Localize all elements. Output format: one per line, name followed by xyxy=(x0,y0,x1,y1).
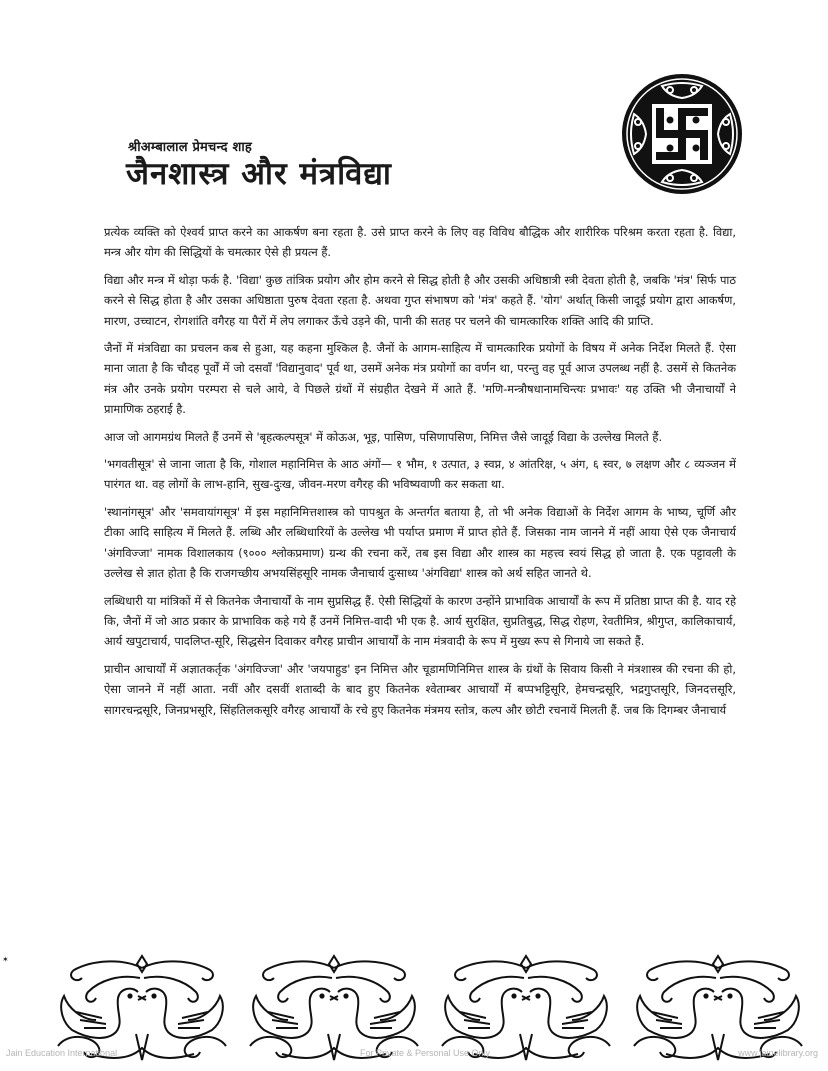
author-name: श्रीअम्बालाल प्रेमचन्द शाह xyxy=(128,140,253,155)
paragraph: जैनों में मंत्रविद्या का प्रचलन कब से हुआ, यह कहना मुश्किल है. जैनों के आगम-साहित्य में चामत्कारिक प्रयोगों के विषय में अनेक निर्देश मिलते हैं. ऐसा माना जाता है कि चौदह पूर्वों में जो दसवाँ 'विद्यानुवाद' पूर्व था, उसमें अनेक मंत्र प्रयोगों का वर्णन था, परन्तु वह पूर्व आज उपलब्ध नहीं है. उसमें से कितनेक मंत्र और उनके प्रयोग परम्परा से चले आये, वे पिछले ग्रंथों में संग्रहीत देखने में आते हैं. 'मणि-मन्त्रौषधानामचिन्त्यः प्रभावः' यह उक्ति भी जैनाचार्यों ने प्रामाणिक ठहराई है. xyxy=(104,341,736,417)
article-body xyxy=(104,222,736,727)
margin-mark: ✶ xyxy=(2,955,9,964)
paragraph: विद्या और मन्त्र में थोड़ा फर्क है. 'विद्या' कुछ तांत्रिक प्रयोग और होम करने से सिद्ध होती है और उसकी अधिष्ठात्री स्त्री देवता होती है, जबकि 'मंत्र' सिर्फ पाठ करने से सिद्ध होता है और उसका अधिष्ठाता पुरुष देवता रहता है. अथवा गुप्त संभाषण को 'मंत्र' कहते हैं. 'योग' अर्थात् किसी जादूई प्रयोग द्वारा आकर्षण, मारण, उच्चाटन, रोगशांति वगैरह या पैरों में लेप लगाकर ऊँचे उड़ने की, पानी की सतह पर चलने की चामत्कारिक शक्ति आदि की प्राप्ति. xyxy=(104,272,736,328)
paragraph: प्रत्येक व्यक्ति को ऐश्वर्य प्राप्त करने का आकर्षण बना रहता है. उसे प्राप्त करने के लिए वह विविध बौद्धिक और शारीरिक परिश्रम करता रहता है. विद्या, मन्त्र और योग की सिद्धियों के चमत्कार ऐसे ही प्रयत्न हैं. xyxy=(104,225,736,260)
watermark-publisher: Jain Education International xyxy=(6,1048,118,1058)
article-title: जैनशास्त्र और मंत्रविद्या xyxy=(126,156,392,192)
paragraph: 'भगवतीसूत्र' से जाना जाता है कि, गोशाल महानिमित्त के आठ अंगों— १ भौम, १ उत्पात, ३ स्वप्न, ४ आंतरिक्ष, ५ अंग, ६ स्वर, ७ लक्षण और ८ व्यञ्जन में पारंगत था. वह लोगों के लाभ-हानि, सुख-दुःख, जीवन-मरण वगैरह की भविष्यवाणी कर सकता था. xyxy=(104,457,736,492)
watermark-website: www.jainelibrary.org xyxy=(738,1048,818,1058)
jain-emblem-medallion xyxy=(620,72,744,196)
paragraph: प्राचीन आचार्यों में अज्ञातकर्तृक 'अंगविज्जा' और 'जयपाहुड' इन निमित्त और चूडामणिनिमित्त शास्त्र के ग्रंथों के सिवाय किसी ने मंत्रशास्त्र की रचना की हो, ऐसा जानने में नहीं आता. नवीं और दसवीं शताब्दी के बाद हुए कितनेक श्वेताम्बर आचार्यों में बप्पभट्टिसूरि, हेमचन्द्रसूरि, भद्रगुप्तसूरि, जिनदत्तसूरि, सागरचन्द्रसूरि, जिनप्रभसूरि, सिंहतिलकसूरि वगैरह आचार्यों के रचे हुए कितनेक मंत्रमय स्तोत्र, कल्प और छोटी रचनायें मिलती हैं. जब कि दिगम्बर जैनाचार्य xyxy=(104,661,736,717)
paragraph: 'स्थानांगसूत्र' और 'समवायांगसूत्र' में इस महानिमित्तशास्त्र को पापश्रुत के अन्तर्गत बताया है, तो भी अनेक विद्याओं के निर्देश आगम के भाष्य, चूर्णि और टीका आदि साहित्य में मिलते हैं. लब्धि और लब्धिधारियों के उल्लेख भी पर्याप्त प्रमाण में प्राप्त होते हैं. जिसका नाम जानने में नहीं आया ऐसे एक जैनाचार्य 'अंगविज्जा' नामक विशालकाय (९००० श्लोकप्रमाण) ग्रन्थ की रचना करें, तब इस विद्या और शास्त्र का महत्त्व स्वयं सिद्ध हो जाता है. एक पट्टावली के उल्लेख से ज्ञात होता है कि राजगच्छीय अभयसिंहसूरि नामक जैनाचार्य दुःसाध्य 'अंगविद्या' शास्त्र को अर्थ सहित जानते थे. xyxy=(104,504,736,581)
watermark-usage: For Private & Personal Use Only xyxy=(360,1048,491,1058)
paragraph: लब्धिधारी या मांत्रिकों में से कितनेक जैनाचार्यों के नाम सुप्रसिद्ध हैं. ऐसी सिद्धियों के कारण उन्होंने प्राभाविक आचार्यों के रूप में प्रतिष्ठा प्राप्त की है. याद रहे कि, जैनों में जो आठ प्रकार के प्राभाविक कहे गये हैं उनमें निमित्त-वादी भी एक है. आर्य सुरक्षित, सुप्रतिबुद्ध, सिद्ध रोहण, रेवतीमित्र, श्रीगुप्त, कालिकाचार्य, आर्य खपुटाचार्य, पादलिप्त-सूरि, सिद्धसेन दिवाकर वगैरह प्राचीन आचार्यों के नाम मंत्रवादी के रूप में मुख्य रूप से गिनाये जा सकते हैं. xyxy=(104,593,736,649)
paragraph: आज जो आगमग्रंथ मिलते हैं उनमें से 'बृहत्कल्पसूत्र' में कोऊअ, भूइ, पासिण, पसिणापसिण, निमित्त जैसे जादूई विद्या के उल्लेख मिलते हैं. xyxy=(104,429,663,444)
